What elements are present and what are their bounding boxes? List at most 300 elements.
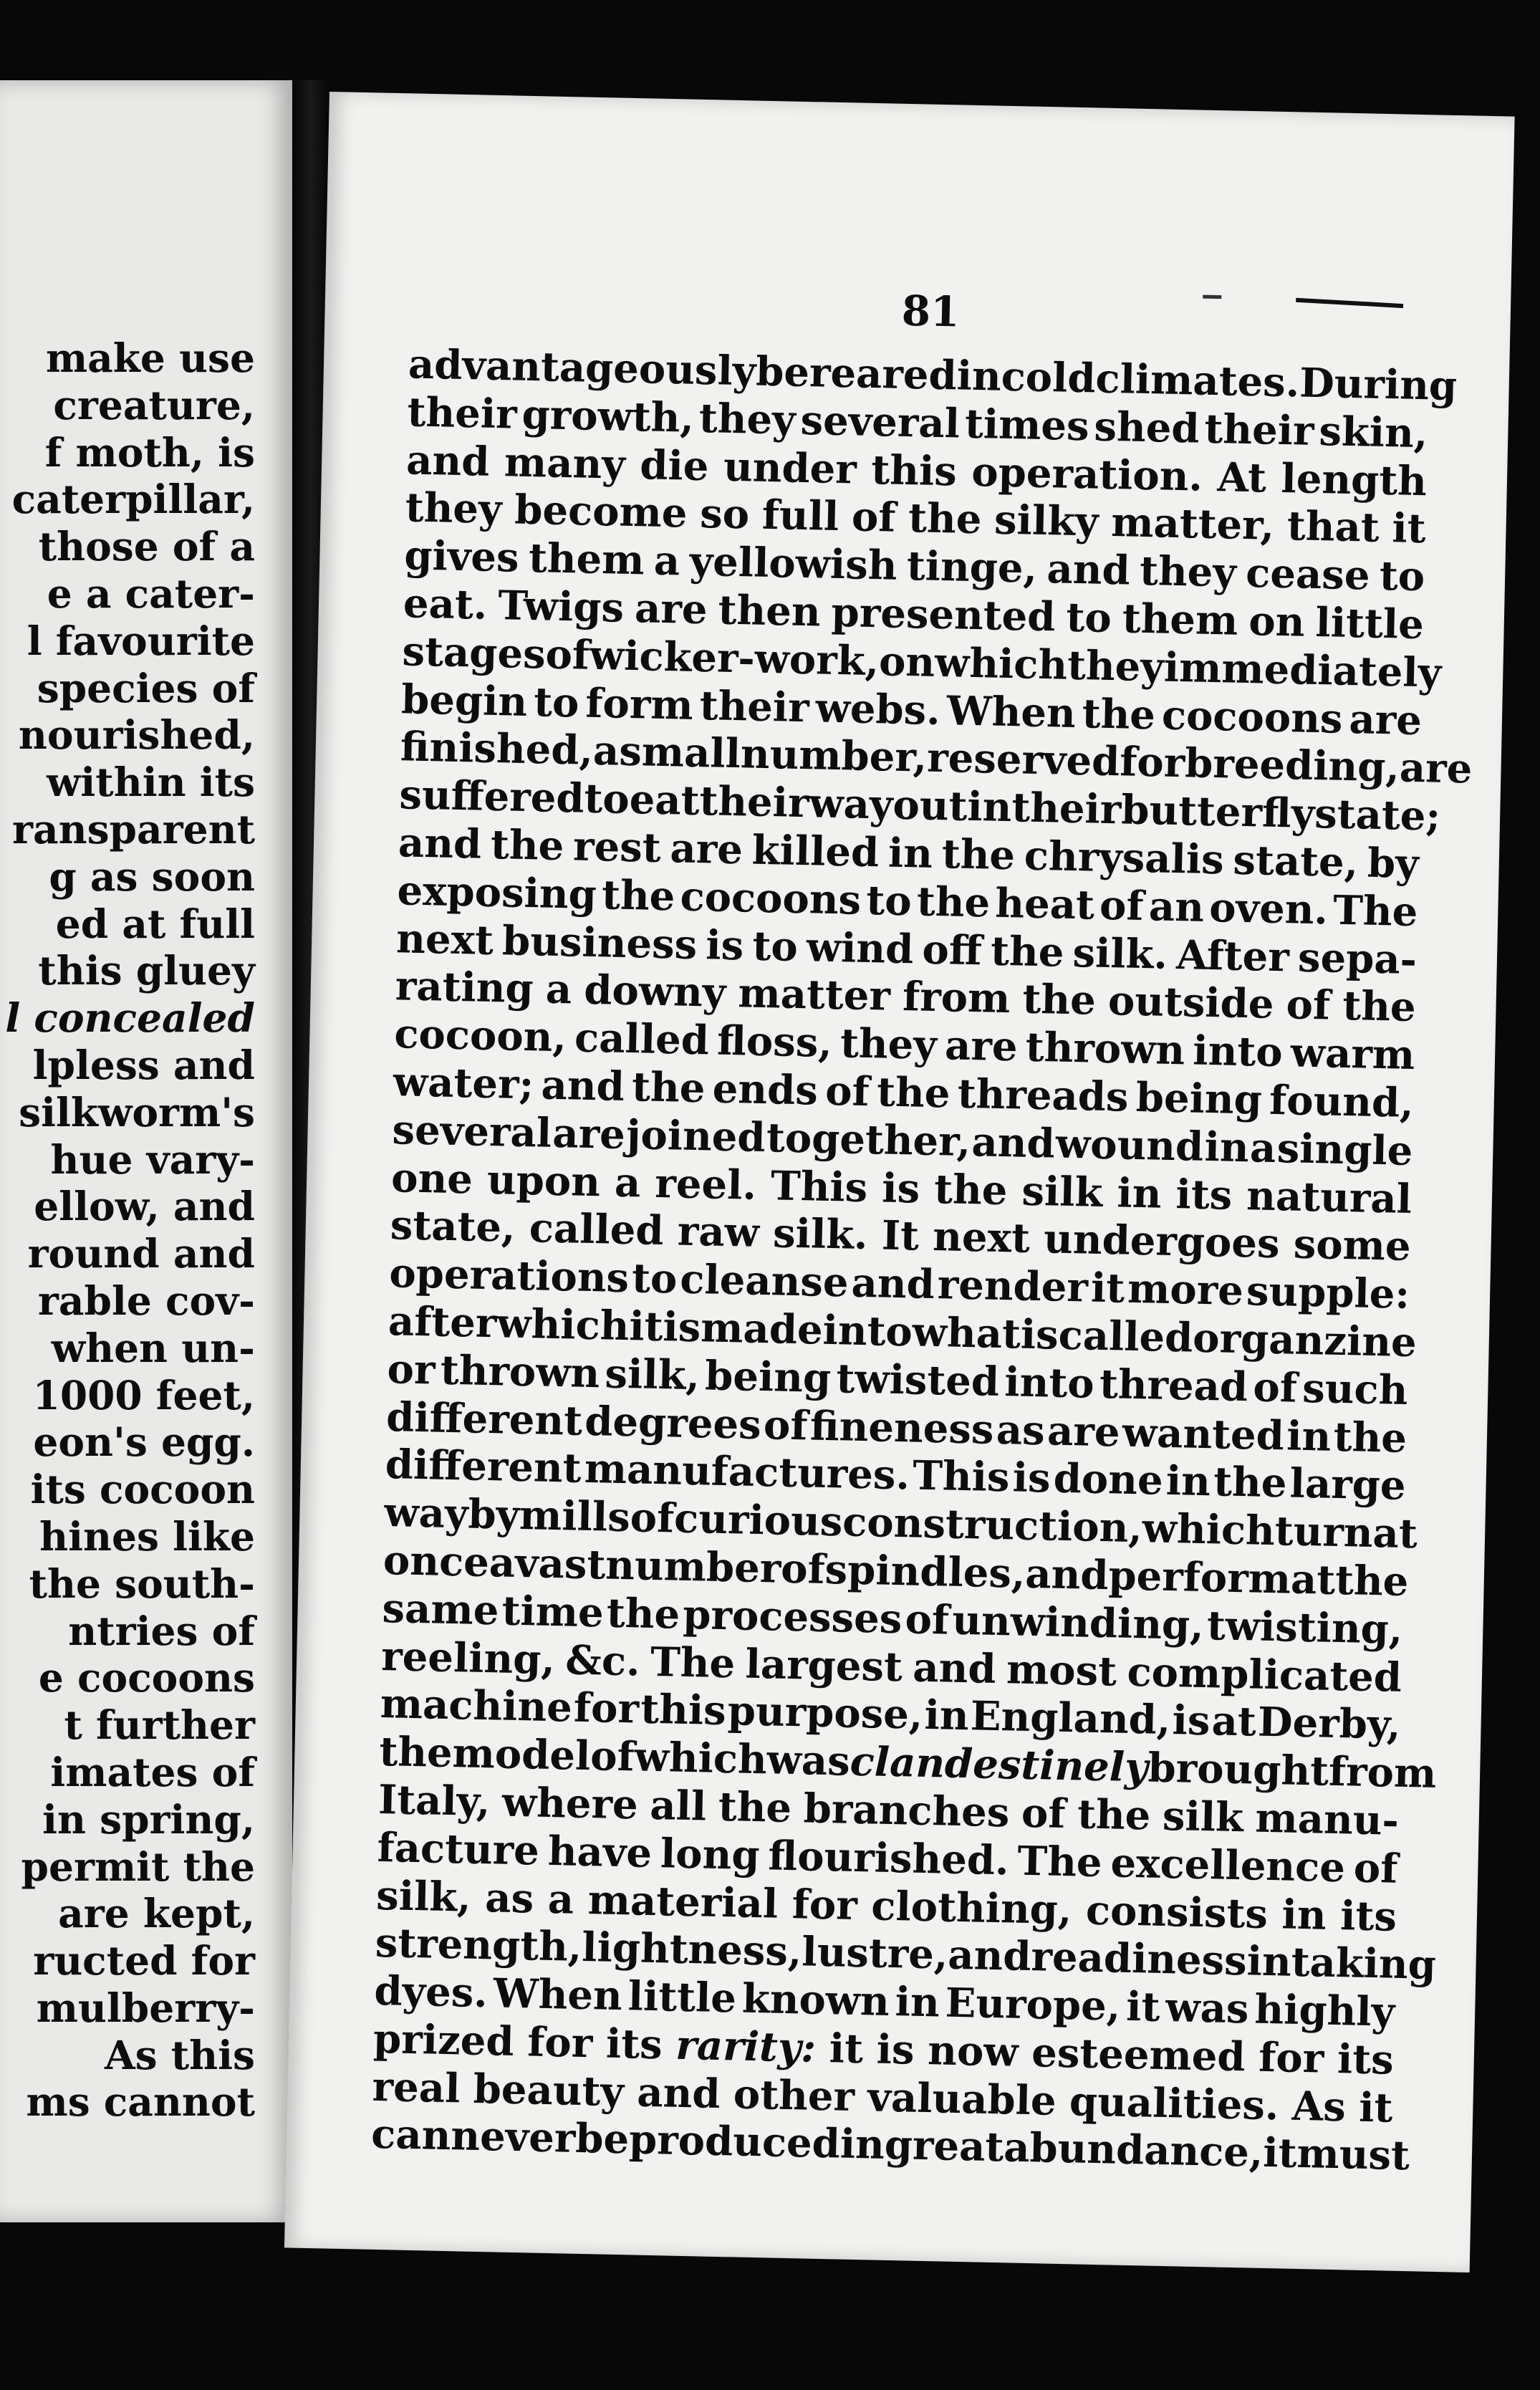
- word: material: [587, 1876, 779, 1928]
- word: its: [1337, 2035, 1395, 2084]
- word: joined: [625, 1110, 766, 1161]
- word: a: [489, 1539, 516, 1587]
- word: of: [1353, 1844, 1399, 1893]
- word: and: [1024, 1550, 1110, 1600]
- word: silk: [1021, 1167, 1104, 1216]
- word: the: [876, 1068, 951, 1118]
- left-page-line: e a cater-: [47, 570, 255, 617]
- word: cocoon,: [393, 1010, 567, 1062]
- word: at: [1211, 1697, 1257, 1746]
- word: a: [653, 537, 680, 585]
- word: large: [1289, 1459, 1407, 1510]
- word: the: [908, 494, 983, 544]
- word: or: [386, 1345, 436, 1394]
- word: silky: [993, 496, 1099, 546]
- word: way: [383, 1489, 469, 1538]
- header-mark: [1203, 295, 1221, 299]
- word: are: [634, 585, 708, 634]
- word: for: [791, 1880, 858, 1929]
- word: cocoons: [1161, 691, 1344, 743]
- left-page-line: creature,: [53, 381, 255, 428]
- word: their: [1011, 784, 1122, 834]
- word: called: [529, 1204, 665, 1255]
- word: is: [1171, 1696, 1211, 1745]
- word: sepa-: [1297, 934, 1418, 984]
- left-page-line: e cocoons: [38, 1654, 255, 1702]
- word: the: [1334, 1556, 1410, 1606]
- word: wanted: [1122, 1408, 1285, 1459]
- word: stages: [401, 628, 547, 678]
- word: At: [1216, 453, 1267, 502]
- left-page-line: lpless and: [32, 1041, 255, 1088]
- word: and: [971, 1118, 1056, 1168]
- word: be: [755, 347, 810, 397]
- word: machine: [380, 1680, 573, 1732]
- word: yellowish: [689, 537, 898, 590]
- word: on: [878, 638, 935, 686]
- word: This: [912, 1451, 1011, 1502]
- word: which: [496, 1300, 630, 1350]
- word: matter,: [1110, 499, 1275, 550]
- word: climates.: [1094, 355, 1300, 407]
- word: in: [1286, 1411, 1332, 1461]
- word: in: [956, 352, 1002, 400]
- word: the: [606, 1589, 680, 1638]
- word: the: [1021, 975, 1097, 1025]
- word: at: [1372, 1510, 1418, 1558]
- page-number: 81: [901, 286, 961, 337]
- word: Europe,: [945, 1979, 1121, 2030]
- word: Twigs: [497, 582, 625, 632]
- left-page-line: mulberry-: [36, 1984, 255, 2031]
- word: upon: [486, 1156, 601, 1206]
- word: flourished.: [767, 1832, 1010, 1885]
- word: floss,: [716, 1017, 833, 1067]
- word: complicated: [1126, 1648, 1402, 1702]
- word: small: [618, 728, 741, 778]
- left-page-line: are kept,: [58, 1890, 255, 1937]
- word: The: [650, 1638, 736, 1687]
- word: threads: [957, 1070, 1130, 1121]
- word: number: [605, 1541, 781, 1593]
- word: where: [501, 1778, 639, 1829]
- word: it: [1090, 1264, 1125, 1312]
- word: state,: [390, 1201, 516, 1252]
- word: clothing,: [870, 1881, 1073, 1934]
- word: the: [378, 1728, 453, 1777]
- left-page-line: ransparent: [11, 805, 255, 853]
- word: consists: [1085, 1886, 1269, 1938]
- word: state,: [1232, 836, 1359, 887]
- word: butterfly: [1120, 786, 1315, 838]
- word: is: [705, 921, 744, 969]
- word: Italy,: [377, 1775, 491, 1826]
- word: organzine: [1192, 1314, 1418, 1367]
- word: they: [698, 394, 797, 444]
- word: its: [1339, 1891, 1397, 1941]
- word: some: [1293, 1220, 1412, 1271]
- word: as: [484, 1873, 534, 1923]
- word: was: [1165, 1984, 1250, 2033]
- word: thrown: [1025, 1023, 1185, 1075]
- word: the: [1342, 982, 1417, 1032]
- word: to: [533, 678, 580, 727]
- word: to: [583, 774, 630, 824]
- word: and: [540, 1061, 625, 1110]
- word: of: [1021, 1789, 1067, 1838]
- left-page: [0, 80, 292, 2222]
- word: by: [1367, 839, 1420, 888]
- word: long: [660, 1829, 761, 1879]
- word: are: [1046, 1406, 1121, 1456]
- word: become: [514, 486, 688, 537]
- word: which: [934, 638, 1068, 689]
- word: When: [946, 686, 1077, 737]
- word: It: [881, 1211, 920, 1260]
- left-page-line: imates of: [50, 1748, 255, 1795]
- word: and: [398, 819, 482, 868]
- word: form: [584, 679, 694, 729]
- word: is: [662, 1303, 702, 1352]
- word: the: [601, 870, 676, 921]
- word: are: [669, 825, 743, 874]
- word: As: [1291, 2082, 1347, 2131]
- word: their: [699, 681, 810, 731]
- left-page-line: this gluey: [38, 947, 255, 994]
- word: warm: [1290, 1029, 1415, 1080]
- word: begin: [400, 675, 528, 726]
- word: During: [1299, 359, 1458, 411]
- word: The: [1016, 1837, 1103, 1886]
- word: thread: [1099, 1360, 1248, 1411]
- word: can: [370, 2111, 452, 2160]
- word: ends: [712, 1065, 819, 1115]
- word: the: [1333, 1413, 1407, 1462]
- word: clandestinely: [850, 1737, 1149, 1792]
- word: have: [547, 1827, 653, 1877]
- word: of: [851, 493, 897, 542]
- word: be: [574, 2115, 630, 2164]
- left-page-line: hue vary-: [50, 1136, 255, 1183]
- word: being: [704, 1352, 832, 1402]
- word: curious: [673, 1494, 844, 1546]
- word: outside: [1107, 977, 1275, 1029]
- left-page-line: 1000 feet,: [32, 1371, 255, 1419]
- word: made: [700, 1304, 824, 1354]
- word: this: [870, 446, 958, 496]
- word: to: [631, 1254, 678, 1303]
- word: from: [902, 973, 1011, 1023]
- word: the: [1077, 1790, 1152, 1840]
- word: undergoes: [1043, 1215, 1281, 1268]
- word: skin,: [1318, 407, 1428, 458]
- word: for: [1258, 2033, 1324, 2083]
- left-page-line: g as soon: [49, 853, 255, 900]
- word: now: [927, 2026, 1019, 2076]
- word: thrown: [440, 1346, 600, 1398]
- word: heat: [994, 879, 1095, 929]
- left-page-line: ed at full: [55, 900, 255, 947]
- word: branches: [803, 1785, 1011, 1837]
- word: and: [405, 436, 491, 486]
- word: reeling,: [380, 1632, 556, 1684]
- word: eat: [629, 776, 701, 825]
- word: in: [1281, 1890, 1327, 1939]
- left-page-line: ructed for: [33, 1937, 255, 1985]
- left-page-line: silkworm's: [19, 1088, 255, 1136]
- word: suffered: [398, 771, 585, 822]
- word: a: [545, 965, 572, 1014]
- word: to: [865, 876, 913, 926]
- left-page-line: the south-: [29, 1560, 255, 1607]
- word: silk: [1162, 1792, 1244, 1842]
- right-page: [284, 92, 1515, 2273]
- word: an: [1148, 882, 1205, 931]
- word: taking: [1291, 1938, 1437, 1990]
- word: known: [741, 1974, 890, 2026]
- word: on: [1248, 598, 1306, 646]
- word: esteemed: [1031, 2029, 1246, 2081]
- word: perform: [1107, 1552, 1291, 1603]
- word: immediately: [1163, 643, 1442, 697]
- word: all: [649, 1781, 707, 1830]
- word: it: [829, 2025, 864, 2073]
- word: wound: [1055, 1120, 1204, 1171]
- word: produced: [628, 2116, 841, 2169]
- word: the: [990, 927, 1065, 976]
- word: tinge,: [906, 542, 1038, 593]
- left-page-line: t further: [64, 1702, 255, 1749]
- word: When: [493, 1969, 623, 2020]
- word: twisted: [835, 1354, 1000, 1406]
- word: as: [996, 1406, 1046, 1454]
- word: being: [1135, 1073, 1263, 1124]
- word: what: [912, 1308, 1021, 1358]
- word: manufactures.: [584, 1445, 910, 1499]
- word: natural: [1246, 1171, 1413, 1223]
- word: the: [933, 1165, 1009, 1214]
- word: the: [718, 1782, 792, 1832]
- word: of: [763, 1401, 809, 1449]
- word: of: [630, 1494, 675, 1542]
- word: lustre,: [801, 1928, 949, 1979]
- word: dyes.: [373, 1967, 489, 2017]
- word: mills: [519, 1492, 631, 1542]
- word: in: [1165, 1457, 1211, 1506]
- left-page-line: l favourite: [27, 617, 255, 664]
- word: facture: [377, 1823, 540, 1875]
- word: eat.: [403, 580, 489, 629]
- word: never: [450, 2112, 577, 2163]
- word: this: [640, 1685, 727, 1735]
- word: several: [799, 396, 961, 448]
- word: called: [1057, 1311, 1194, 1362]
- word: fineness: [809, 1401, 995, 1454]
- word: their: [698, 777, 810, 827]
- word: must: [1296, 2130, 1410, 2180]
- word: breeding,: [1184, 739, 1400, 792]
- word: which: [1142, 1504, 1276, 1555]
- word: same: [381, 1584, 500, 1635]
- word: exposing: [396, 867, 597, 918]
- word: into: [1192, 1027, 1284, 1077]
- word: model: [451, 1729, 592, 1780]
- left-page-line: caterpillar,: [11, 476, 255, 523]
- word: real: [372, 2063, 461, 2113]
- word: by: [467, 1490, 520, 1540]
- word: then: [717, 586, 822, 636]
- word: operation.: [971, 448, 1203, 501]
- word: once: [382, 1536, 490, 1587]
- word: reared: [809, 349, 958, 400]
- word: of: [1099, 881, 1145, 930]
- word: downy: [583, 966, 727, 1017]
- word: the: [490, 820, 564, 870]
- word: rating: [395, 962, 534, 1013]
- word: gives: [403, 532, 520, 582]
- word: the: [1082, 689, 1156, 739]
- word: growth,: [521, 390, 695, 442]
- word: manu-: [1254, 1794, 1400, 1845]
- word: cleanse: [679, 1255, 850, 1307]
- word: it: [1358, 2083, 1394, 2132]
- word: a: [547, 1875, 574, 1924]
- word: different: [385, 1441, 582, 1493]
- word: beauty: [473, 2065, 625, 2116]
- word: they: [405, 484, 503, 534]
- word: turn: [1274, 1507, 1374, 1558]
- word: England,: [970, 1692, 1172, 1744]
- word: single: [1276, 1124, 1413, 1175]
- word: are: [1348, 695, 1423, 744]
- left-page-line: ellow, and: [34, 1183, 255, 1230]
- word: business: [501, 916, 698, 969]
- word: wind: [806, 923, 915, 973]
- word: cocoons: [679, 873, 862, 924]
- word: to: [751, 922, 799, 971]
- word: supple:: [1246, 1267, 1410, 1319]
- word: excellence: [1110, 1839, 1346, 1891]
- word: shed: [1093, 403, 1200, 453]
- word: is: [1020, 1310, 1059, 1359]
- word: at: [1290, 1555, 1336, 1604]
- word: such: [1301, 1364, 1409, 1414]
- word: for: [526, 2018, 593, 2068]
- word: their: [1203, 405, 1315, 455]
- word: in: [1203, 1123, 1250, 1171]
- word: unwinding,: [951, 1596, 1205, 1649]
- word: and: [636, 2068, 721, 2118]
- left-page-text: [5, 335, 255, 2126]
- word: prized: [372, 2015, 515, 2065]
- word: of: [780, 1545, 826, 1593]
- word: and: [947, 1931, 1032, 1981]
- word: many: [504, 438, 626, 489]
- word: operations: [388, 1249, 630, 1302]
- word: next: [932, 1213, 1031, 1263]
- word: more: [1127, 1264, 1244, 1315]
- word: after: [388, 1297, 498, 1348]
- left-page-line: in spring,: [42, 1795, 255, 1843]
- word: silk.: [1072, 928, 1168, 979]
- word: next: [395, 914, 494, 964]
- word: one: [390, 1153, 473, 1204]
- word: wicker-work,: [589, 631, 880, 686]
- word: in: [1116, 1168, 1163, 1218]
- left-page-line: f moth, is: [44, 428, 255, 476]
- word: them: [528, 534, 645, 585]
- left-page-line: ms cannot: [26, 2078, 255, 2126]
- left-page-line: round and: [27, 1230, 255, 1277]
- word: full: [761, 491, 839, 541]
- word: highly: [1253, 1985, 1395, 2036]
- word: little: [627, 1972, 737, 2022]
- left-page-line: As this: [104, 2031, 255, 2078]
- word: of: [1285, 981, 1331, 1030]
- word: are: [552, 1109, 626, 1158]
- word: in: [923, 1691, 970, 1740]
- word: are: [944, 1022, 1019, 1071]
- left-page-line: nourished,: [18, 711, 255, 759]
- word: a: [1249, 1123, 1277, 1172]
- word: into: [822, 1306, 913, 1356]
- left-page-line: those of a: [38, 523, 255, 570]
- word: rest: [572, 822, 662, 872]
- word: the: [916, 878, 991, 927]
- word: together,: [766, 1113, 971, 1166]
- word: done: [1053, 1454, 1164, 1505]
- word: little: [1314, 598, 1425, 649]
- word: and: [912, 1643, 997, 1693]
- word: &c.: [564, 1636, 641, 1686]
- word: found,: [1269, 1076, 1415, 1127]
- word: water;: [393, 1058, 534, 1109]
- word: it: [1125, 1982, 1161, 2031]
- word: strength,: [375, 1919, 583, 1972]
- word: most: [1006, 1645, 1117, 1696]
- word: times: [964, 400, 1090, 451]
- word: great: [884, 2121, 1004, 2171]
- word: degrees: [584, 1397, 762, 1449]
- word: reserved: [926, 734, 1121, 786]
- word: to: [1065, 593, 1112, 643]
- word: reel.: [654, 1159, 757, 1209]
- word: it: [1391, 504, 1427, 553]
- word: readiness: [1030, 1933, 1248, 1985]
- word: silk,: [375, 1871, 472, 1921]
- word: twisting,: [1206, 1601, 1404, 1654]
- word: the: [631, 1063, 706, 1113]
- word: raw: [677, 1207, 760, 1257]
- word: number,: [740, 730, 928, 782]
- word: render: [937, 1261, 1089, 1312]
- word: largest: [744, 1640, 903, 1691]
- left-page-line: make use: [45, 335, 255, 381]
- word: The: [1332, 886, 1418, 936]
- word: purpose,: [727, 1687, 924, 1739]
- word: time: [501, 1587, 605, 1637]
- word: in: [966, 783, 1013, 832]
- word: different: [385, 1393, 583, 1445]
- word: is: [876, 2025, 915, 2074]
- word: chrysalis: [1024, 832, 1225, 884]
- left-page-line: permit the: [21, 1843, 255, 1890]
- word: for: [1119, 738, 1185, 787]
- word: and: [1046, 545, 1131, 595]
- word: several: [391, 1105, 552, 1157]
- word: webs.: [815, 683, 941, 734]
- left-page-line: rable cov-: [37, 1277, 255, 1324]
